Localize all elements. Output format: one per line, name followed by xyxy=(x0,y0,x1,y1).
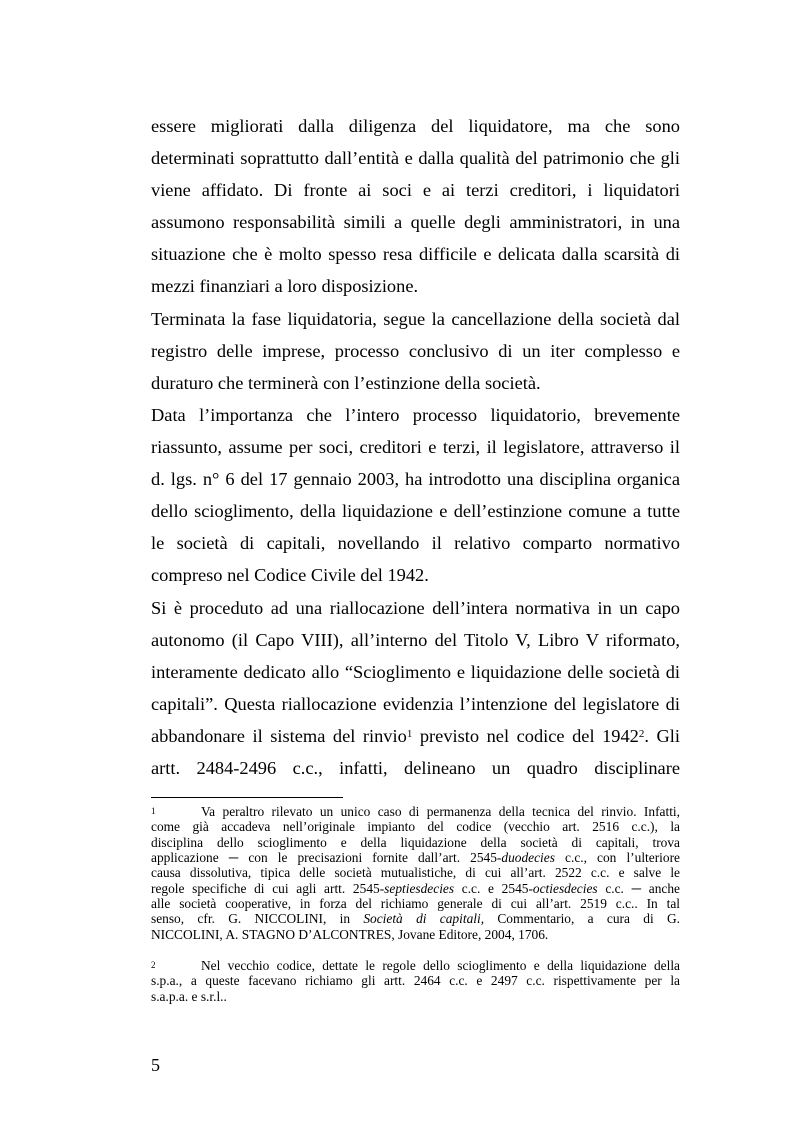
text-line: le società di capitali, novellando il relativo comparto normativo xyxy=(151,533,680,554)
footnote-ref-1[interactable]: 1 xyxy=(406,727,413,740)
footnote-2 xyxy=(151,958,680,1004)
footnote-1 xyxy=(151,804,680,942)
footnote-line: regole specifiche di cui agli artt. 2545-septiesdecies c.c. e 2545-octiesdecies c.c. ─ anche xyxy=(151,880,680,896)
text-line: compreso nel Codice Civile del 1942. xyxy=(151,565,429,586)
footnote-line: 1 Va peraltro rilevato un unico caso di permanenza della tecnica del rinvio. Infatti, xyxy=(151,804,680,819)
text-line: duraturo che terminerà con l’estinzione della società. xyxy=(151,372,541,393)
footnote-line: disciplina dello scioglimento e della liquidazione della società di capitali, trova xyxy=(151,834,680,850)
text-line: Si è proceduto ad una riallocazione dell’intera normativa in un capo xyxy=(151,597,680,618)
footnote-line: come già accadeva nell’originale impianto del codice (vecchio art. 2516 c.c.), la xyxy=(151,819,680,835)
footnote-line: 2 Nel vecchio codice, dettate le regole dello scioglimento e della liquidazione della xyxy=(151,958,680,973)
text-line: assumono responsabilità simili a quelle degli amministratori, in una xyxy=(151,212,680,233)
footnote-line: alle società cooperative, in forza del richiamo generale di cui all’art. 2519 c.c.. In tal xyxy=(151,896,680,912)
footnote-line: causa dissolutiva, tipica delle società mutualistiche, di cui all’art. 2522 c.c. e salve le xyxy=(151,865,680,881)
footnote-separator xyxy=(151,797,343,798)
page-number: 5 xyxy=(151,1055,160,1075)
text-line: registro delle imprese, processo conclusivo di un iter complesso e xyxy=(151,340,680,361)
footnote-ref-2[interactable]: 2 xyxy=(638,727,645,740)
footnote-line: applicazione ─ con le precisazioni fornite dall’art. 2545-duodecies c.c., con l’ulteriore xyxy=(151,850,680,866)
text-line: situazione che è molto spesso resa difficile e delicata dalla scarsità di xyxy=(151,244,680,265)
text-line: Terminata la fase liquidatoria, segue la cancellazione della società dal xyxy=(151,308,680,329)
footnote-line: s.p.a., a queste facevano richiamo gli artt. 2464 c.c. e 2497 c.c. rispettivamente per la xyxy=(151,973,680,989)
footnote-marker: 1 xyxy=(151,806,156,816)
paragraph-3 xyxy=(151,399,680,592)
text-line: viene affidato. Di fronte ai soci e ai terzi creditori, i liquidatori xyxy=(151,180,680,201)
text-line: capitali”. Questa riallocazione evidenzia l’intenzione del legislatore di xyxy=(151,693,680,714)
text-line: riassunto, assume per soci, creditori e terzi, il legislatore, attraverso il xyxy=(151,436,680,457)
text-line: d. lgs. n° 6 del 17 gennaio 2003, ha introdotto una disciplina organica xyxy=(151,469,680,490)
footnote-line: NICCOLINI, A. STAGNO D’ALCONTRES, Jovane Editore, 2004, 1706. xyxy=(151,926,549,942)
text-line: autonomo (il Capo VIII), all’interno del Titolo V, Libro V riformato, xyxy=(151,629,680,650)
text-line: mezzi finanziari a loro disposizione. xyxy=(151,276,419,297)
text-line: artt. 2484-2496 c.c., infatti, delineano un quadro disciplinare xyxy=(151,757,680,778)
paragraph-1 xyxy=(151,110,680,303)
paragraph-4 xyxy=(151,592,680,785)
text-line: dello scioglimento, della liquidazione e dell’estinzione comune a tutte xyxy=(151,501,680,522)
text-line: determinati soprattutto dall’entità e dalla qualità del patrimonio che gli xyxy=(151,148,680,169)
footnote-marker: 2 xyxy=(151,960,156,970)
footnote-line: s.a.p.a. e s.r.l.. xyxy=(151,988,227,1004)
text-line: Data l’importanza che l’intero processo liquidatorio, brevemente xyxy=(151,404,680,425)
footnote-line: senso, cfr. G. NICCOLINI, in Società di capitali, Commentario, a cura di G. xyxy=(151,911,681,927)
paragraph-2 xyxy=(151,303,680,399)
text-line: abbandonare il sistema del rinvio$^1$ previsto nel codice del 1942$^2$. Gli xyxy=(151,725,680,746)
text-line: essere migliorati dalla diligenza del liquidatore, ma che sono xyxy=(151,116,680,136)
text-line: interamente dedicato allo “Scioglimento e liquidazione delle società di xyxy=(151,661,680,682)
